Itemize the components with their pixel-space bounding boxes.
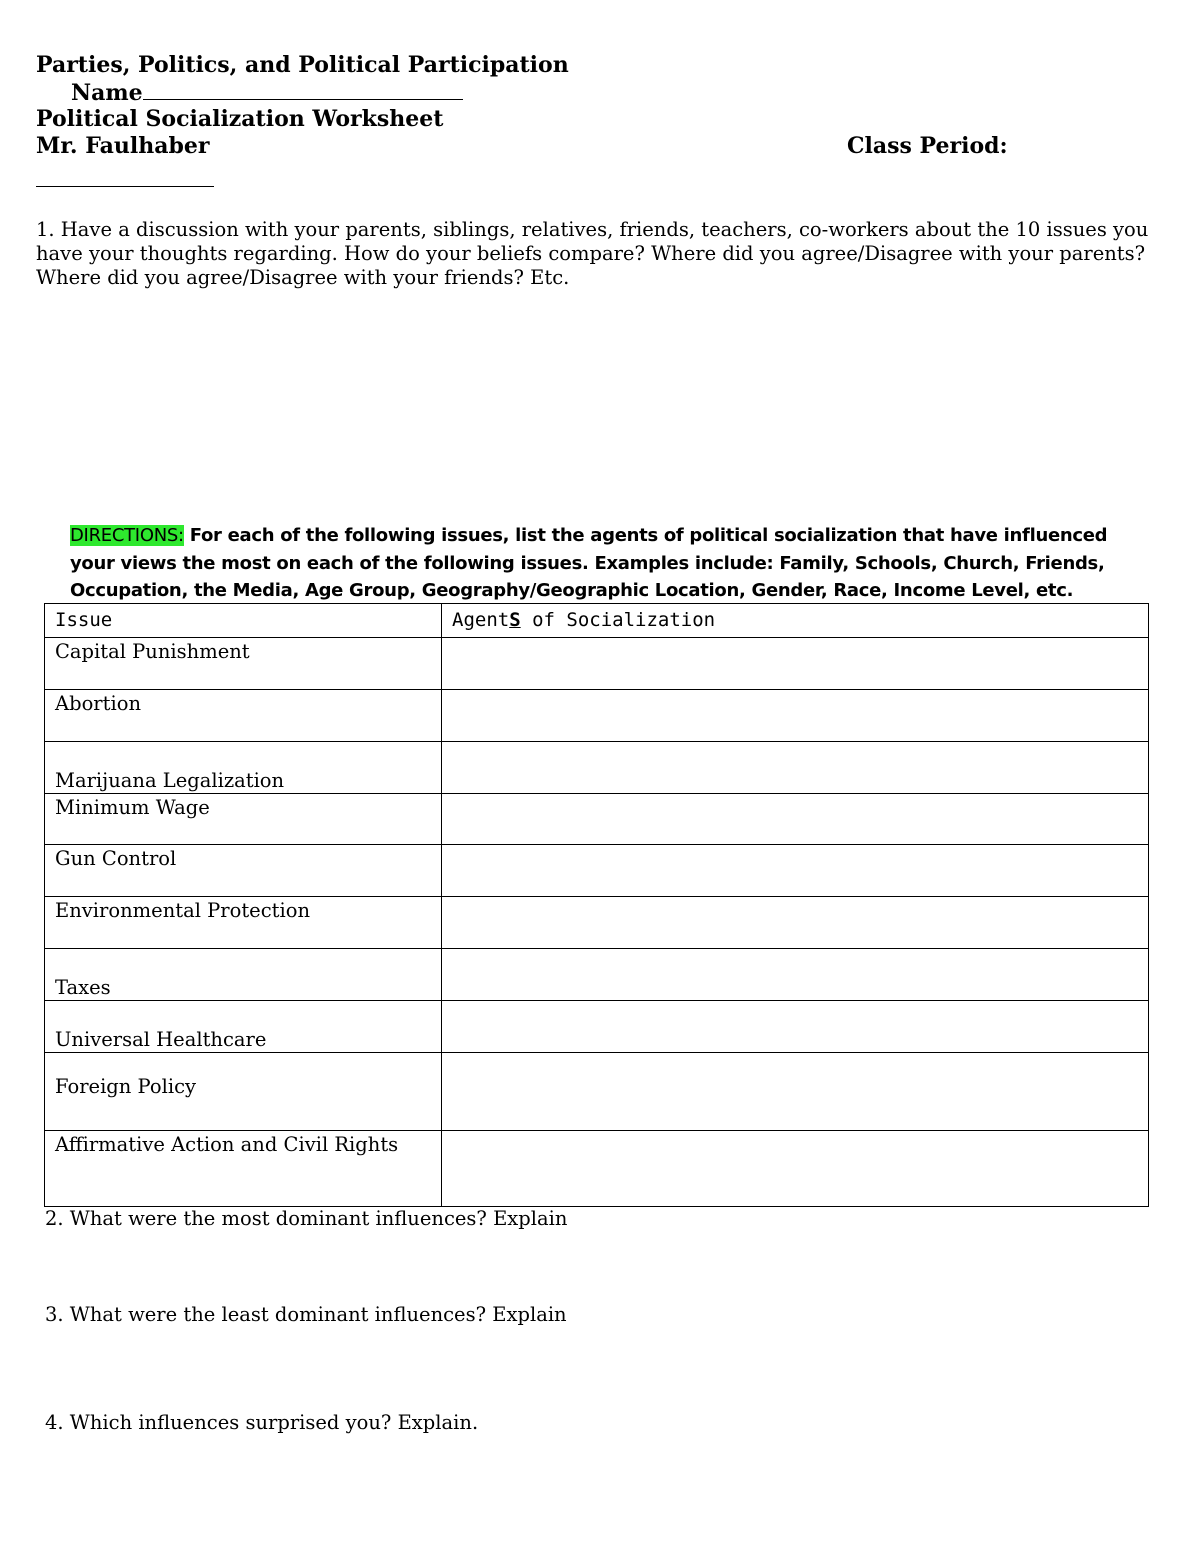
course-title: Parties, Politics, and Political Participation: [36, 52, 569, 78]
name-label: Name: [71, 80, 143, 106]
table-row: [45, 794, 1149, 845]
name-row: [36, 79, 1166, 106]
agents-cell[interactable]: [442, 845, 1149, 897]
question-1: 1. Have a discussion with your parents, siblings, relatives, friends, teachers, co-workers about the 10 issues you have your thoughts regarding. How do your beliefs compare? Where did you agree/Disagree with your parents? Where did you agree/Disagree with your friends? Etc.: [36, 218, 1149, 289]
agents-cell[interactable]: [442, 742, 1149, 794]
issue-cell: Universal Healthcare: [45, 1001, 442, 1053]
worksheet-title: Political Socialization Worksheet: [36, 106, 444, 132]
teacher-name: Mr. Faulhaber: [36, 133, 210, 159]
directions: [70, 522, 1140, 605]
table-row: [45, 690, 1149, 742]
table-row: [45, 845, 1149, 897]
table-row: [45, 897, 1149, 949]
table-row: [45, 1001, 1149, 1053]
agents-header-emph: S: [509, 609, 521, 631]
question-2: 2. What were the most dominant influences? Explain: [45, 1207, 568, 1230]
issue-cell: Foreign Policy: [45, 1053, 442, 1131]
table-row: [45, 1053, 1149, 1131]
agents-cell[interactable]: [442, 1001, 1149, 1053]
agents-cell[interactable]: [442, 638, 1149, 690]
issue-cell: Affirmative Action and Civil Rights: [45, 1131, 442, 1207]
issue-cell: Minimum Wage: [45, 794, 442, 845]
question-3: 3. What were the least dominant influences? Explain: [45, 1303, 567, 1326]
table-row: [45, 1131, 1149, 1207]
agents-cell[interactable]: [442, 897, 1149, 949]
issue-cell: Environmental Protection: [45, 897, 442, 949]
agents-cell[interactable]: [442, 1131, 1149, 1207]
teacher-row: [36, 133, 1166, 160]
issues-table: [44, 603, 1149, 1207]
class-period-label: Class Period:: [847, 133, 1008, 159]
table-row: [45, 949, 1149, 1001]
agents-column-header: [442, 604, 1149, 638]
agents-cell[interactable]: [442, 949, 1149, 1001]
agents-cell[interactable]: [442, 794, 1149, 845]
agents-cell[interactable]: [442, 690, 1149, 742]
agents-header-suffix: of Socialization: [520, 609, 716, 631]
agents-cell[interactable]: [442, 1053, 1149, 1131]
issue-cell: Taxes: [45, 949, 442, 1001]
name-blank: [143, 79, 463, 100]
class-period-blank: [36, 186, 214, 187]
worksheet-header: [36, 52, 1166, 160]
issue-cell: Abortion: [45, 690, 442, 742]
table-header-row: [45, 604, 1149, 638]
issue-cell: Capital Punishment: [45, 638, 442, 690]
table-row: [45, 638, 1149, 690]
directions-label: DIRECTIONS:: [70, 525, 184, 546]
table-row: [45, 742, 1149, 794]
issue-column-header: Issue: [45, 604, 442, 638]
directions-text: For each of the following issues, list the agents of political socialization that have influenced your views the most on each of the following issues. Examples include: Family, Schools, Church, Friends, Occupation, the Media, Age Group, Geography/Geographic Location, Gender, Race, Income Level, etc.: [70, 525, 1108, 601]
question-4: 4. Which influences surprised you? Explain.: [45, 1411, 479, 1434]
agents-header-prefix: Agent: [452, 609, 510, 631]
issue-cell: Gun Control: [45, 845, 442, 897]
issue-cell: Marijuana Legalization: [45, 742, 442, 794]
